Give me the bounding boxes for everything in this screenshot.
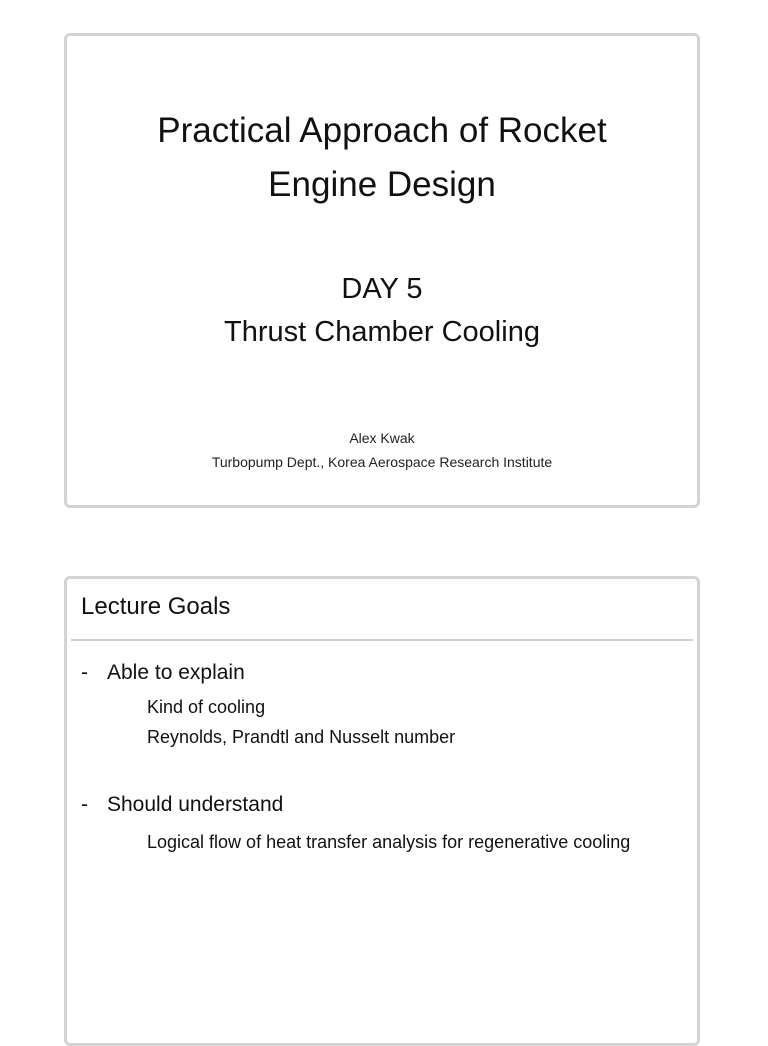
goal-subitem: Kind of cooling bbox=[147, 697, 266, 717]
goal-bullet bbox=[81, 793, 283, 817]
title-line-1: Practical Approach of Rocket bbox=[157, 111, 607, 150]
goal-subitem: Logical flow of heat transfer analysis for regenerative cooling bbox=[147, 832, 631, 852]
author-affiliation: Turbopump Dept., Korea Aerospace Research Institute bbox=[211, 454, 553, 470]
goal-subitem: Reynolds, Prandtl and Nusselt number bbox=[147, 727, 456, 747]
goal-bullet bbox=[81, 661, 245, 685]
goals-heading: Lecture Goals bbox=[81, 593, 231, 620]
author-block bbox=[67, 426, 697, 474]
topic-label: Thrust Chamber Cooling bbox=[224, 316, 540, 348]
lecture-goals-slide bbox=[64, 576, 700, 1046]
presentation-title bbox=[67, 104, 697, 212]
bullet-text: Should understand bbox=[107, 793, 284, 816]
bullet-dash: - bbox=[81, 661, 88, 684]
author-name: Alex Kwak bbox=[349, 430, 415, 446]
title-line-2: Engine Design bbox=[268, 165, 496, 204]
session-subtitle bbox=[67, 268, 697, 354]
bullet-text: Able to explain bbox=[107, 661, 245, 684]
bullet-dash: - bbox=[81, 793, 88, 816]
heading-divider bbox=[71, 639, 693, 641]
day-label: DAY 5 bbox=[341, 273, 423, 305]
title-slide bbox=[64, 33, 700, 508]
